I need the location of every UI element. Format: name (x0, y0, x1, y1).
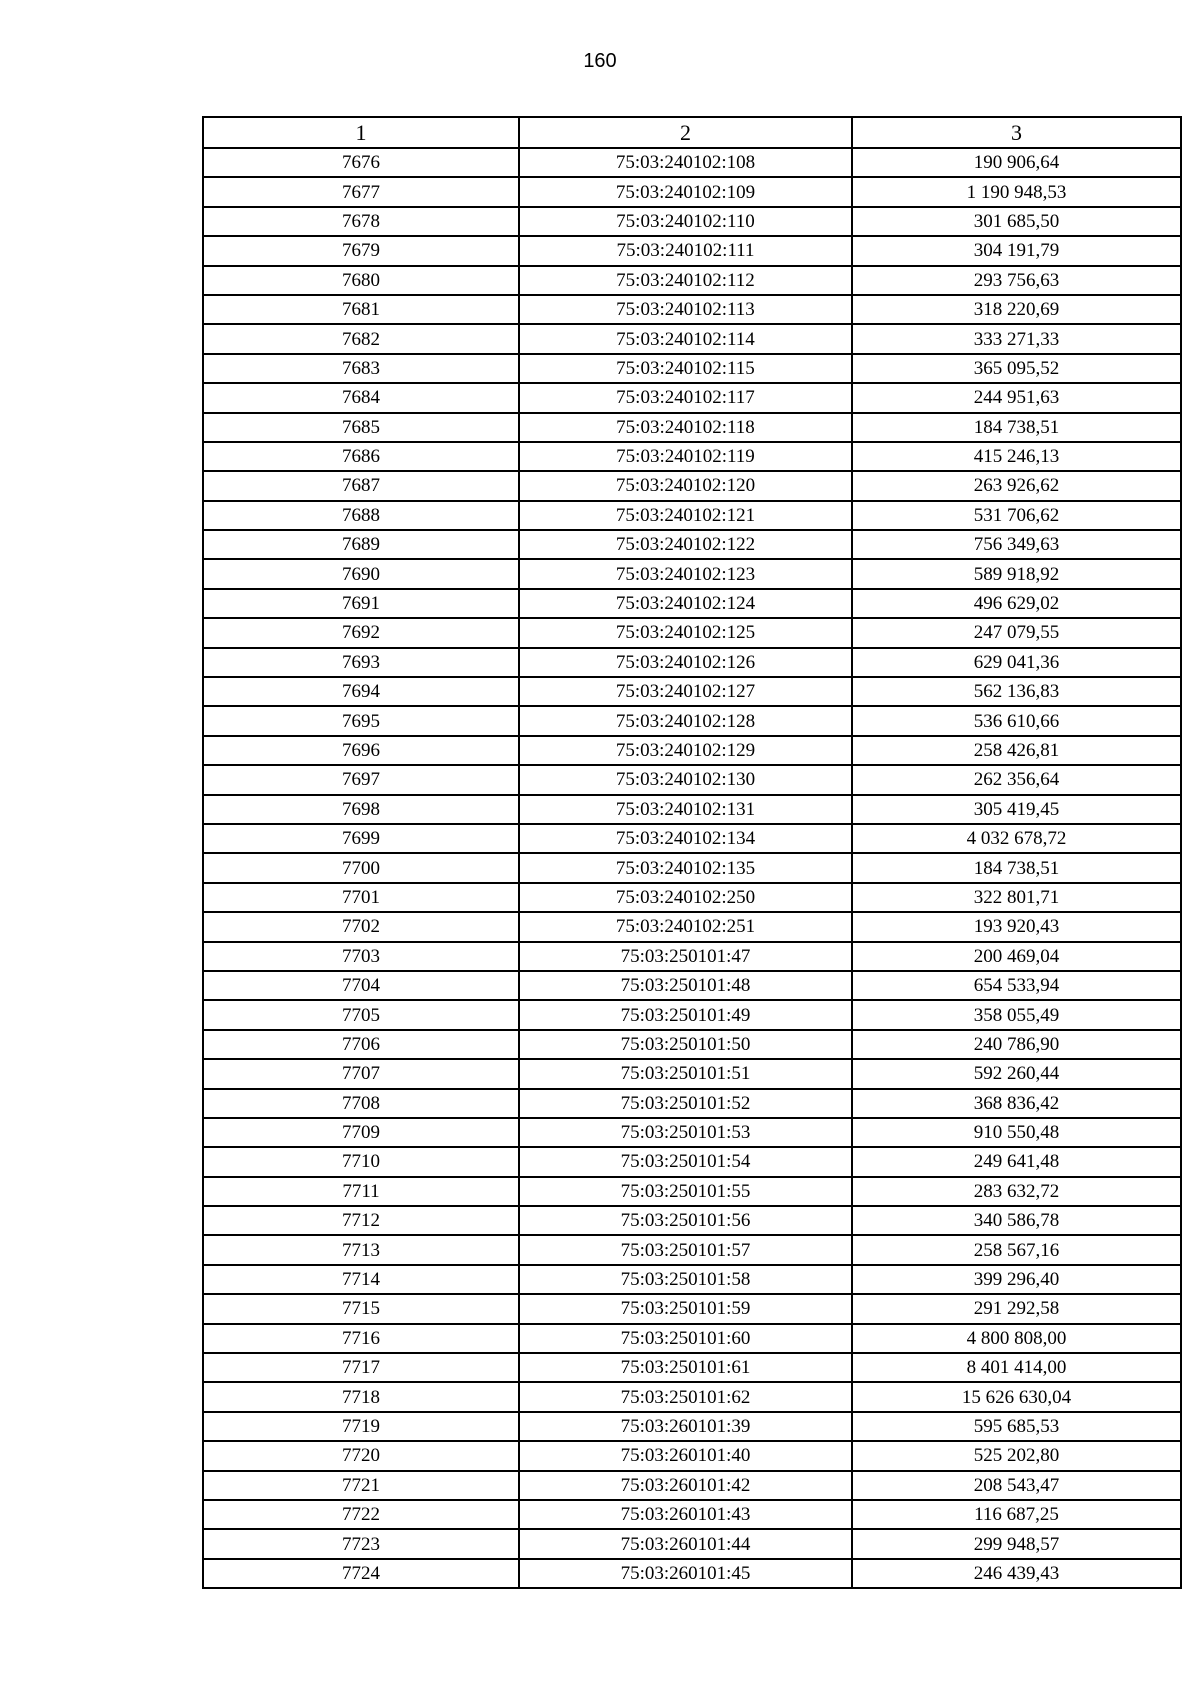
cadastral-number-cell: 75:03:240102:250 (519, 883, 852, 912)
table-row (203, 1147, 1181, 1176)
value-cell: 184 738,51 (852, 413, 1181, 442)
cadastral-number-cell: 75:03:240102:115 (519, 354, 852, 383)
cadastral-number-cell: 75:03:240102:123 (519, 559, 852, 588)
value-cell: 592 260,44 (852, 1059, 1181, 1088)
row-number-cell: 7718 (203, 1382, 519, 1411)
cadastral-number-cell: 75:03:250101:57 (519, 1235, 852, 1264)
table-row (203, 1265, 1181, 1294)
value-cell: 283 632,72 (852, 1177, 1181, 1206)
cadastral-number-cell: 75:03:240102:114 (519, 324, 852, 353)
cadastral-number-cell: 75:03:250101:56 (519, 1206, 852, 1235)
cadastral-number-cell: 75:03:250101:58 (519, 1265, 852, 1294)
row-number-cell: 7704 (203, 971, 519, 1000)
row-number-cell: 7707 (203, 1059, 519, 1088)
row-number-cell: 7678 (203, 207, 519, 236)
cadastral-number-cell: 75:03:240102:130 (519, 765, 852, 794)
value-cell: 249 641,48 (852, 1147, 1181, 1176)
table-row (203, 324, 1181, 353)
row-number-cell: 7700 (203, 853, 519, 882)
value-cell: 322 801,71 (852, 883, 1181, 912)
cadastral-number-cell: 75:03:240102:124 (519, 589, 852, 618)
table-row (203, 853, 1181, 882)
table-row (203, 706, 1181, 735)
row-number-cell: 7694 (203, 677, 519, 706)
cadastral-number-cell: 75:03:240102:120 (519, 471, 852, 500)
cadastral-number-cell: 75:03:250101:62 (519, 1382, 852, 1411)
row-number-cell: 7676 (203, 148, 519, 177)
cadastral-number-cell: 75:03:250101:47 (519, 942, 852, 971)
row-number-cell: 7681 (203, 295, 519, 324)
value-cell: 340 586,78 (852, 1206, 1181, 1235)
cadastral-number-cell: 75:03:250101:53 (519, 1118, 852, 1147)
row-number-cell: 7702 (203, 912, 519, 941)
value-cell: 240 786,90 (852, 1030, 1181, 1059)
table-row (203, 1382, 1181, 1411)
page-number: 160 (583, 50, 617, 72)
row-number-cell: 7706 (203, 1030, 519, 1059)
row-number-cell: 7708 (203, 1089, 519, 1118)
table-row (203, 177, 1181, 206)
value-cell: 304 191,79 (852, 236, 1181, 265)
value-cell: 562 136,83 (852, 677, 1181, 706)
table-row (203, 1412, 1181, 1441)
table-row (203, 971, 1181, 1000)
value-cell: 258 567,16 (852, 1235, 1181, 1264)
table-row (203, 1441, 1181, 1470)
cadastral-number-cell: 75:03:240102:119 (519, 442, 852, 471)
row-number-cell: 7683 (203, 354, 519, 383)
row-number-cell: 7686 (203, 442, 519, 471)
cadastral-number-cell: 75:03:250101:50 (519, 1030, 852, 1059)
value-cell: 247 079,55 (852, 618, 1181, 647)
row-number-cell: 7691 (203, 589, 519, 618)
cadastral-number-cell: 75:03:240102:125 (519, 618, 852, 647)
row-number-cell: 7689 (203, 530, 519, 559)
column-header-3: 3 (852, 117, 1181, 148)
row-number-cell: 7716 (203, 1324, 519, 1353)
cadastral-number-cell: 75:03:240102:109 (519, 177, 852, 206)
value-cell: 184 738,51 (852, 853, 1181, 882)
row-number-cell: 7699 (203, 824, 519, 853)
value-cell: 15 626 630,04 (852, 1382, 1181, 1411)
row-number-cell: 7712 (203, 1206, 519, 1235)
table-row (203, 618, 1181, 647)
value-cell: 263 926,62 (852, 471, 1181, 500)
row-number-cell: 7713 (203, 1235, 519, 1264)
table-row (203, 1559, 1181, 1588)
value-cell: 291 292,58 (852, 1294, 1181, 1323)
cadastral-number-cell: 75:03:240102:113 (519, 295, 852, 324)
table-row (203, 1294, 1181, 1323)
table-row (203, 236, 1181, 265)
value-cell: 258 426,81 (852, 736, 1181, 765)
value-cell: 305 419,45 (852, 795, 1181, 824)
cadastral-number-cell: 75:03:240102:111 (519, 236, 852, 265)
cadastral-number-cell: 75:03:240102:128 (519, 706, 852, 735)
table-row (203, 589, 1181, 618)
table-row (203, 501, 1181, 530)
value-cell: 536 610,66 (852, 706, 1181, 735)
value-cell: 415 246,13 (852, 442, 1181, 471)
row-number-cell: 7679 (203, 236, 519, 265)
row-number-cell: 7695 (203, 706, 519, 735)
value-cell: 595 685,53 (852, 1412, 1181, 1441)
value-cell: 190 906,64 (852, 148, 1181, 177)
table-row (203, 1500, 1181, 1529)
table-row (203, 1177, 1181, 1206)
value-cell: 293 756,63 (852, 266, 1181, 295)
cadastral-number-cell: 75:03:250101:54 (519, 1147, 852, 1176)
table-row (203, 648, 1181, 677)
table-row (203, 1059, 1181, 1088)
value-cell: 200 469,04 (852, 942, 1181, 971)
cadastral-number-cell: 75:03:240102:126 (519, 648, 852, 677)
cadastral-number-cell: 75:03:260101:42 (519, 1471, 852, 1500)
row-number-cell: 7722 (203, 1500, 519, 1529)
data-table (202, 116, 1182, 1589)
row-number-cell: 7711 (203, 1177, 519, 1206)
value-cell: 4 800 808,00 (852, 1324, 1181, 1353)
value-cell: 318 220,69 (852, 295, 1181, 324)
value-cell: 208 543,47 (852, 1471, 1181, 1500)
value-cell: 399 296,40 (852, 1265, 1181, 1294)
cadastral-number-cell: 75:03:250101:52 (519, 1089, 852, 1118)
value-cell: 654 533,94 (852, 971, 1181, 1000)
column-header-2: 2 (519, 117, 852, 148)
table-row (203, 795, 1181, 824)
table-row (203, 942, 1181, 971)
value-cell: 8 401 414,00 (852, 1353, 1181, 1382)
table-row (203, 824, 1181, 853)
row-number-cell: 7720 (203, 1441, 519, 1470)
value-cell: 496 629,02 (852, 589, 1181, 618)
cadastral-number-cell: 75:03:250101:49 (519, 1000, 852, 1029)
value-cell: 301 685,50 (852, 207, 1181, 236)
table-row (203, 1529, 1181, 1558)
cadastral-number-cell: 75:03:250101:55 (519, 1177, 852, 1206)
value-cell: 193 920,43 (852, 912, 1181, 941)
table-row (203, 354, 1181, 383)
row-number-cell: 7723 (203, 1529, 519, 1558)
cadastral-number-cell: 75:03:250101:60 (519, 1324, 852, 1353)
row-number-cell: 7698 (203, 795, 519, 824)
cadastral-number-cell: 75:03:260101:43 (519, 1500, 852, 1529)
value-cell: 531 706,62 (852, 501, 1181, 530)
table-row (203, 1089, 1181, 1118)
table-row (203, 736, 1181, 765)
cadastral-number-cell: 75:03:240102:112 (519, 266, 852, 295)
cadastral-number-cell: 75:03:240102:121 (519, 501, 852, 530)
value-cell: 910 550,48 (852, 1118, 1181, 1147)
row-number-cell: 7682 (203, 324, 519, 353)
row-number-cell: 7688 (203, 501, 519, 530)
value-cell: 368 836,42 (852, 1089, 1181, 1118)
row-number-cell: 7719 (203, 1412, 519, 1441)
row-number-cell: 7697 (203, 765, 519, 794)
row-number-cell: 7705 (203, 1000, 519, 1029)
table-row (203, 883, 1181, 912)
value-cell: 1 190 948,53 (852, 177, 1181, 206)
table-row (203, 1235, 1181, 1264)
header-row (203, 117, 1181, 148)
cadastral-number-cell: 75:03:240102:127 (519, 677, 852, 706)
cadastral-number-cell: 75:03:250101:48 (519, 971, 852, 1000)
row-number-cell: 7690 (203, 559, 519, 588)
row-number-cell: 7721 (203, 1471, 519, 1500)
row-number-cell: 7703 (203, 942, 519, 971)
table-row (203, 1353, 1181, 1382)
value-cell: 299 948,57 (852, 1529, 1181, 1558)
cadastral-number-cell: 75:03:240102:118 (519, 413, 852, 442)
table-row (203, 1000, 1181, 1029)
cadastral-number-cell: 75:03:240102:117 (519, 383, 852, 412)
value-cell: 116 687,25 (852, 1500, 1181, 1529)
row-number-cell: 7724 (203, 1559, 519, 1588)
row-number-cell: 7677 (203, 177, 519, 206)
row-number-cell: 7693 (203, 648, 519, 677)
table-row (203, 1118, 1181, 1147)
value-cell: 756 349,63 (852, 530, 1181, 559)
cadastral-number-cell: 75:03:260101:45 (519, 1559, 852, 1588)
table-row (203, 383, 1181, 412)
value-cell: 365 095,52 (852, 354, 1181, 383)
table-row (203, 442, 1181, 471)
cadastral-number-cell: 75:03:240102:135 (519, 853, 852, 882)
value-cell: 262 356,64 (852, 765, 1181, 794)
row-number-cell: 7709 (203, 1118, 519, 1147)
row-number-cell: 7714 (203, 1265, 519, 1294)
row-number-cell: 7717 (203, 1353, 519, 1382)
table-row (203, 207, 1181, 236)
row-number-cell: 7685 (203, 413, 519, 442)
row-number-cell: 7680 (203, 266, 519, 295)
row-number-cell: 7715 (203, 1294, 519, 1323)
value-cell: 4 032 678,72 (852, 824, 1181, 853)
cadastral-number-cell: 75:03:260101:44 (519, 1529, 852, 1558)
cadastral-number-cell: 75:03:240102:129 (519, 736, 852, 765)
table-row (203, 1471, 1181, 1500)
row-number-cell: 7684 (203, 383, 519, 412)
table-row (203, 1324, 1181, 1353)
row-number-cell: 7696 (203, 736, 519, 765)
table-row (203, 912, 1181, 941)
cadastral-number-cell: 75:03:240102:134 (519, 824, 852, 853)
table-row (203, 471, 1181, 500)
cadastral-number-cell: 75:03:240102:251 (519, 912, 852, 941)
cadastral-number-cell: 75:03:250101:59 (519, 1294, 852, 1323)
row-number-cell: 7710 (203, 1147, 519, 1176)
table-header (203, 117, 1181, 148)
table-row (203, 1206, 1181, 1235)
table-body (203, 148, 1181, 1588)
value-cell: 333 271,33 (852, 324, 1181, 353)
column-header-1: 1 (203, 117, 519, 148)
cadastral-number-cell: 75:03:250101:61 (519, 1353, 852, 1382)
table-row (203, 266, 1181, 295)
table-row (203, 559, 1181, 588)
table-row (203, 765, 1181, 794)
row-number-cell: 7701 (203, 883, 519, 912)
row-number-cell: 7687 (203, 471, 519, 500)
cadastral-number-cell: 75:03:240102:122 (519, 530, 852, 559)
table-row (203, 295, 1181, 324)
table-row (203, 1030, 1181, 1059)
cadastral-number-cell: 75:03:240102:131 (519, 795, 852, 824)
row-number-cell: 7692 (203, 618, 519, 647)
value-cell: 589 918,92 (852, 559, 1181, 588)
value-cell: 525 202,80 (852, 1441, 1181, 1470)
value-cell: 629 041,36 (852, 648, 1181, 677)
cadastral-number-cell: 75:03:240102:108 (519, 148, 852, 177)
cadastral-number-cell: 75:03:240102:110 (519, 207, 852, 236)
cadastral-number-cell: 75:03:260101:40 (519, 1441, 852, 1470)
value-cell: 358 055,49 (852, 1000, 1181, 1029)
table-row (203, 148, 1181, 177)
table-row (203, 530, 1181, 559)
cadastral-number-cell: 75:03:260101:39 (519, 1412, 852, 1441)
table-row (203, 413, 1181, 442)
value-cell: 244 951,63 (852, 383, 1181, 412)
table-row (203, 677, 1181, 706)
value-cell: 246 439,43 (852, 1559, 1181, 1588)
cadastral-number-cell: 75:03:250101:51 (519, 1059, 852, 1088)
